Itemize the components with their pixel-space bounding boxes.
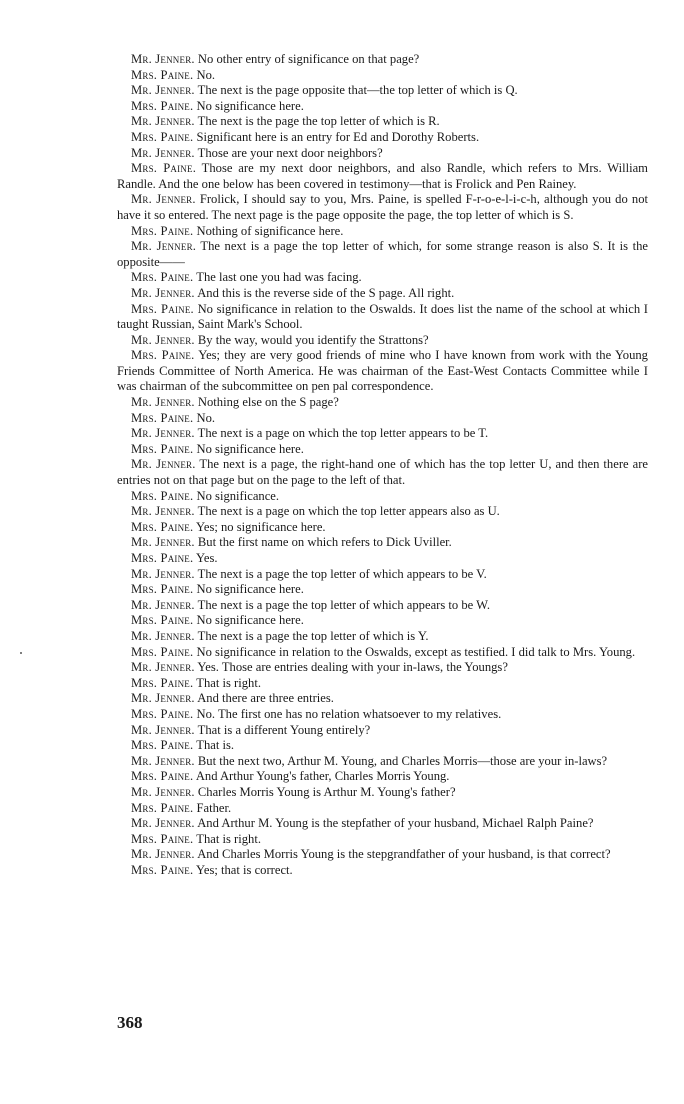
speaker-label: Mr. Jenner. <box>131 628 195 643</box>
speaker-label: Mr. Jenner. <box>131 83 195 98</box>
statement-text: And Charles Morris Young is the stepgrandfather of your husband, is that correct? <box>194 847 611 862</box>
testimony-paragraph <box>117 535 648 551</box>
speaker-label: Mrs. Paine. <box>131 441 194 456</box>
statement-text: But the first name on which refers to Dick Uviller. <box>194 535 452 550</box>
statement-text: Charles Morris Young is Arthur M. Young's father? <box>194 784 456 799</box>
speaker-label: Mr. Jenner. <box>131 239 197 254</box>
testimony-paragraph <box>117 816 648 832</box>
testimony-paragraph <box>117 161 648 192</box>
statement-text: Father. <box>193 800 232 815</box>
testimony-paragraph <box>117 442 648 458</box>
speaker-label: Mrs. Paine. <box>131 738 194 753</box>
speaker-label: Mrs. Paine. <box>131 161 197 176</box>
speaker-label: Mrs. Paine. <box>131 488 194 503</box>
statement-text: No. <box>193 410 216 425</box>
speaker-label: Mr. Jenner. <box>131 784 195 799</box>
testimony-paragraph <box>117 660 648 676</box>
testimony-paragraph <box>117 114 648 130</box>
statement-text: No. The first one has no relation whatsoever to my relatives. <box>193 706 502 721</box>
speaker-label: Mr. Jenner. <box>131 457 196 472</box>
speaker-label: Mr. Jenner. <box>131 535 195 550</box>
testimony-paragraph <box>117 801 648 817</box>
testimony-paragraph <box>117 426 648 442</box>
testimony-paragraph <box>117 598 648 614</box>
testimony-paragraph <box>117 146 648 162</box>
testimony-paragraph <box>117 567 648 583</box>
testimony-paragraph <box>117 629 648 645</box>
statement-text: Yes; that is correct. <box>193 862 293 877</box>
speaker-label: Mrs. Paine. <box>131 582 194 597</box>
statement-text: The next is a page the top letter of which is Y. <box>194 628 429 643</box>
statement-text: The next is a page on which the top letter appears also as U. <box>194 504 500 519</box>
speaker-label: Mrs. Paine. <box>131 270 194 285</box>
testimony-paragraph <box>117 520 648 536</box>
statement-text: Yes. Those are entries dealing with your in-laws, the Youngs? <box>194 660 508 675</box>
speaker-label: Mr. Jenner. <box>131 332 195 347</box>
testimony-paragraph <box>117 551 648 567</box>
statement-text: That is right. <box>193 831 261 846</box>
statement-text: The next is a page the top letter of which, for some strange reason is also S. It is the opposite—— <box>117 239 648 269</box>
speaker-label: Mrs. Paine. <box>131 410 194 425</box>
speaker-label: Mr. Jenner. <box>131 847 195 862</box>
speaker-label: Mr. Jenner. <box>131 114 195 129</box>
testimony-paragraph <box>117 769 648 785</box>
testimony-text <box>117 52 648 878</box>
testimony-paragraph <box>117 333 648 349</box>
speaker-label: Mr. Jenner. <box>131 597 195 612</box>
testimony-paragraph <box>117 224 648 240</box>
speaker-label: Mr. Jenner. <box>131 753 195 768</box>
statement-text: Those are my next door neighbors, and also Randle, which refers to Mrs. William Randle. And the one below has been covered in testimony—that is Frolick and Pen Rainey. <box>117 161 648 191</box>
speaker-label: Mrs. Paine. <box>131 551 194 565</box>
statement-text: Yes; no significance here. <box>193 519 326 534</box>
testimony-paragraph <box>117 847 648 863</box>
speaker-label: Mrs. Paine. <box>131 675 194 690</box>
statement-text: By the way, would you identify the Strattons? <box>194 332 429 347</box>
testimony-paragraph <box>117 582 648 598</box>
speaker-label: Mrs. Paine. <box>131 862 194 877</box>
speaker-label: Mrs. Paine. <box>131 223 194 238</box>
speaker-label: Mrs. Paine. <box>131 519 194 534</box>
speaker-label: Mr. Jenner. <box>131 691 195 706</box>
speaker-label: Mr. Jenner. <box>131 816 195 831</box>
testimony-paragraph <box>117 286 648 302</box>
testimony-paragraph <box>117 68 648 84</box>
statement-text: And Arthur M. Young is the stepfather of your husband, Michael Ralph Paine? <box>194 816 594 831</box>
statement-text: No significance here. <box>193 582 304 597</box>
testimony-paragraph <box>117 723 648 739</box>
statement-text: The next is the page the top letter of which is R. <box>194 114 440 129</box>
testimony-paragraph <box>117 676 648 692</box>
testimony-paragraph <box>117 504 648 520</box>
statement-text: And Arthur Young's father, Charles Morris Young. <box>193 769 450 784</box>
testimony-paragraph <box>117 489 648 505</box>
speaker-label: Mrs. Paine. <box>131 769 194 784</box>
statement-text: Frolick, I should say to you, Mrs. Paine, is spelled F-r-o-e-l-i-c-h, although you do not have it so entered. The next page is the page opposite the page, the top letter of which is S. <box>117 192 648 222</box>
margin-mark <box>20 652 22 654</box>
statement-text: The next is a page on which the top letter appears to be T. <box>194 426 489 441</box>
testimony-paragraph <box>117 411 648 427</box>
speaker-label: Mr. Jenner. <box>131 145 195 160</box>
speaker-label: Mrs. Paine. <box>131 613 194 628</box>
speaker-label: Mrs. Paine. <box>131 129 194 144</box>
statement-text: But the next two, Arthur M. Young, and Charles Morris—those are your in-laws? <box>194 753 608 768</box>
testimony-paragraph <box>117 302 648 333</box>
statement-text: No significance here. <box>193 613 304 628</box>
testimony-paragraph <box>117 99 648 115</box>
statement-text: And this is the reverse side of the S page. All right. <box>194 285 455 300</box>
testimony-paragraph <box>117 863 648 879</box>
speaker-label: Mrs. Paine. <box>131 301 194 316</box>
speaker-label: Mr. Jenner. <box>131 192 196 207</box>
page-number: 368 <box>117 1013 143 1032</box>
testimony-paragraph <box>117 348 648 395</box>
statement-text: No significance in relation to the Oswalds, except as testified. I did talk to Mrs. Young. <box>193 644 636 659</box>
statement-text: Nothing of significance here. <box>193 223 344 238</box>
speaker-label: Mrs. Paine. <box>131 644 194 659</box>
statement-text: No significance here. <box>193 98 304 113</box>
testimony-paragraph <box>117 270 648 286</box>
testimony-paragraph <box>117 754 648 770</box>
testimony-paragraph <box>117 239 648 270</box>
statement-text: That is right. <box>193 675 261 690</box>
testimony-paragraph <box>117 83 648 99</box>
statement-text: Yes. <box>193 551 218 565</box>
statement-text: And there are three entries. <box>194 691 334 706</box>
speaker-label: Mrs. Paine. <box>131 98 194 113</box>
statement-text: The next is the page opposite that—the top letter of which is Q. <box>194 83 518 98</box>
statement-text: Yes; they are very good friends of mine who I have known from work with the Young Friends Committee of North America. He was chairman of the East-West Contacts Committee while I was chairman of the subcommittee on pen pal correspondence. <box>117 348 648 394</box>
testimony-paragraph <box>117 691 648 707</box>
speaker-label: Mr. Jenner. <box>131 722 195 737</box>
statement-text: Significant here is an entry for Ed and Dorothy Roberts. <box>193 129 480 144</box>
testimony-paragraph <box>117 130 648 146</box>
statement-text: The next is a page the top letter of which appears to be V. <box>194 566 487 581</box>
statement-text: The next is a page, the right-hand one of which has the top letter U, and then there are entries not on that page but on the page to the left of that. <box>117 457 648 488</box>
statement-text: No significance in relation to the Oswalds. It does list the name of the school at which I taught Russian, Saint Mark's School. <box>117 301 648 332</box>
statement-text: Those are your next door neighbors? <box>194 145 383 160</box>
speaker-label: Mrs. Paine. <box>131 800 194 815</box>
testimony-paragraph <box>117 832 648 848</box>
testimony-paragraph <box>117 645 648 661</box>
statement-text: No other entry of significance on that page? <box>194 52 420 66</box>
statement-text: That is. <box>193 738 235 753</box>
speaker-label: Mr. Jenner. <box>131 285 195 300</box>
speaker-label: Mr. Jenner. <box>131 660 195 675</box>
testimony-paragraph <box>117 613 648 629</box>
speaker-label: Mrs. Paine. <box>131 348 195 363</box>
testimony-paragraph <box>117 52 648 68</box>
speaker-label: Mrs. Paine. <box>131 831 194 846</box>
speaker-label: Mrs. Paine. <box>131 67 194 82</box>
speaker-label: Mr. Jenner. <box>131 504 195 519</box>
testimony-paragraph <box>117 192 648 223</box>
statement-text: That is a different Young entirely? <box>194 722 371 737</box>
testimony-paragraph <box>117 457 648 488</box>
speaker-label: Mr. Jenner. <box>131 426 195 441</box>
speaker-label: Mr. Jenner. <box>131 52 195 66</box>
statement-text: The next is a page the top letter of which appears to be W. <box>194 597 491 612</box>
statement-text: No. <box>193 67 216 82</box>
statement-text: The last one you had was facing. <box>193 270 362 285</box>
speaker-label: Mr. Jenner. <box>131 395 195 410</box>
testimony-paragraph <box>117 738 648 754</box>
statement-text: Nothing else on the S page? <box>194 395 339 410</box>
speaker-label: Mr. Jenner. <box>131 566 195 581</box>
statement-text: No significance here. <box>193 441 304 456</box>
speaker-label: Mrs. Paine. <box>131 706 194 721</box>
testimony-paragraph <box>117 395 648 411</box>
statement-text: No significance. <box>193 488 280 503</box>
testimony-paragraph <box>117 785 648 801</box>
testimony-paragraph <box>117 707 648 723</box>
